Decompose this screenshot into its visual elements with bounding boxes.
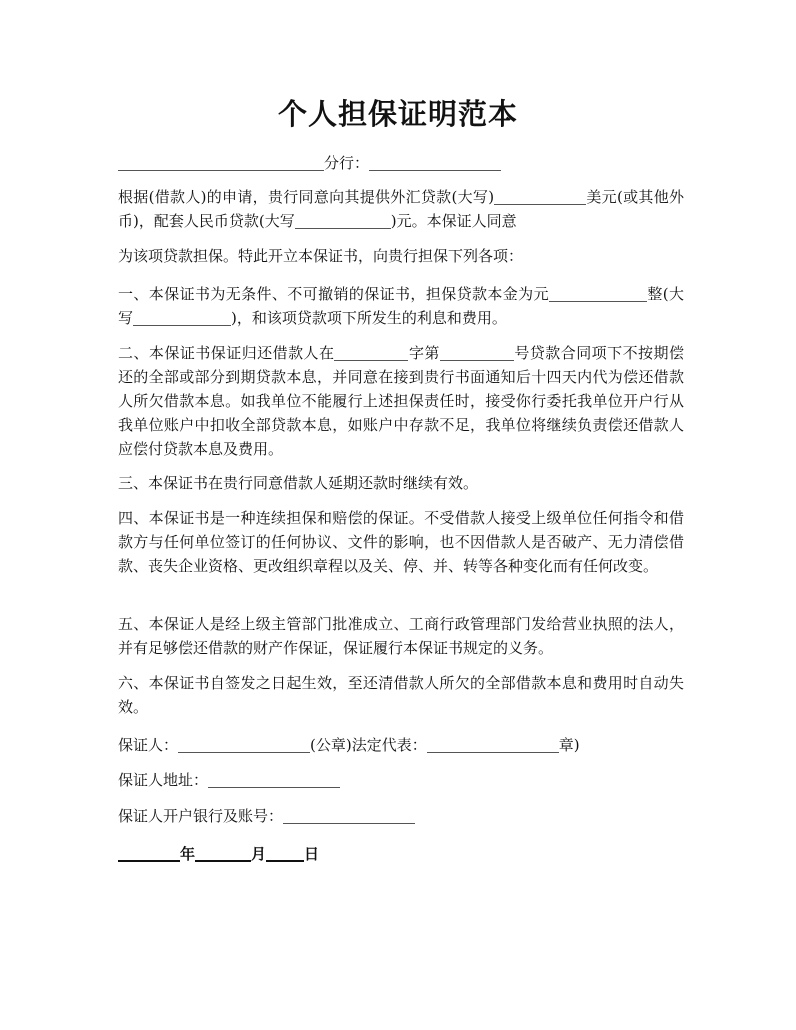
contract-prefix-blank <box>334 343 408 361</box>
address-label: 保证人地址： <box>118 771 209 789</box>
para1-text-a: 根据(借款人)的申请，贵行同意向其提供外汇贷款(大写) <box>118 188 495 206</box>
clause-4: 四、本保证书是一种连续担保和赔偿的保证。不受借款人接受上级单位任何指令和借款方与任何单位签订的任何协议、文件的影响，也不因借款人是否破产、无力清偿借款、丧失企业资格、更改组织章程以及关、停、并、转等各种变化而有任何改变。 <box>118 509 684 575</box>
clause1-text-a: 一、本保证书为无条件、不可撤销的保证书，担保贷款本金为元 <box>118 285 549 303</box>
clause-3: 三、本保证书在贵行同意借款人延期还款时继续有效。 <box>118 474 479 492</box>
clause1-text-b: 整(大写 <box>118 285 684 327</box>
year-label: 年 <box>180 845 196 863</box>
clause2-text-c: 号贷款合同项下不按期偿还的全部或部分到期贷款本息，并同意在接到贵行书面通知后十四天内代为偿还借款人所欠借款本息。如我单位不能履行上述担保责任时，接受你行委托我单位开户行从我单位账户中扣收全部贷款本息，如账户中存款不足，我单位将继续负责偿还借款人应偿付贷款本息及费用。 <box>118 344 684 458</box>
rmb-loan-amount-blank <box>295 211 391 229</box>
guarantor-line <box>118 733 684 757</box>
guarantor-label: 保证人： <box>118 736 179 754</box>
foreign-loan-amount-blank <box>494 187 586 205</box>
address-line <box>118 768 684 792</box>
date-line <box>118 842 684 866</box>
branch-line <box>118 151 684 175</box>
seal-label: (公章)法定代表： <box>310 736 427 754</box>
year-blank <box>118 843 180 862</box>
clause2-text-a: 二、本保证书保证归还借款人在 <box>118 344 335 362</box>
chapter-label: 章) <box>558 736 580 754</box>
bank-account-blank <box>283 806 415 824</box>
contract-number-blank <box>440 343 514 361</box>
clause-1 <box>118 282 684 330</box>
bank-account-label: 保证人开户银行及账号： <box>118 807 284 825</box>
month-label: 月 <box>251 845 267 863</box>
branch-label: 分行： <box>324 154 370 172</box>
paragraph-guarantee: 为该项贷款担保。特此开立本保证书，向贵行担保下列各项： <box>118 247 524 265</box>
bank-account-line <box>118 804 684 828</box>
guarantor-blank <box>178 735 310 753</box>
clause-6: 六、本保证书自签发之日起生效，至还清借款人所欠的全部借款本息和费用时自动失效。 <box>118 674 684 716</box>
clause-2 <box>118 341 684 461</box>
document-title: 个人担保证明范本 <box>277 97 518 131</box>
month-blank <box>195 843 251 862</box>
clause2-text-b: 字第 <box>408 344 440 362</box>
clause-5: 五、本保证人是经上级主管部门批准成立、工商行政管理部门发给营业执照的法人，并有足够偿还借款的财产作保证，保证履行本保证书规定的义务。 <box>118 615 684 657</box>
para1-text-b: 美元(或其他外币)，配套人民币贷款(大写 <box>118 188 684 230</box>
principal-uppercase-blank <box>133 308 231 326</box>
paragraph-intro <box>118 185 684 233</box>
day-label: 日 <box>304 845 320 863</box>
address-blank <box>208 770 340 788</box>
principal-amount-blank <box>549 284 647 302</box>
legal-rep-blank <box>427 735 559 753</box>
bank-name-blank <box>118 153 324 171</box>
branch-name-blank <box>369 153 501 171</box>
day-blank <box>266 843 304 862</box>
para1-text-c: )元。本保证人同意 <box>390 212 517 230</box>
clause1-text-c: )，和该项贷款项下所发生的利息和费用。 <box>231 309 507 327</box>
